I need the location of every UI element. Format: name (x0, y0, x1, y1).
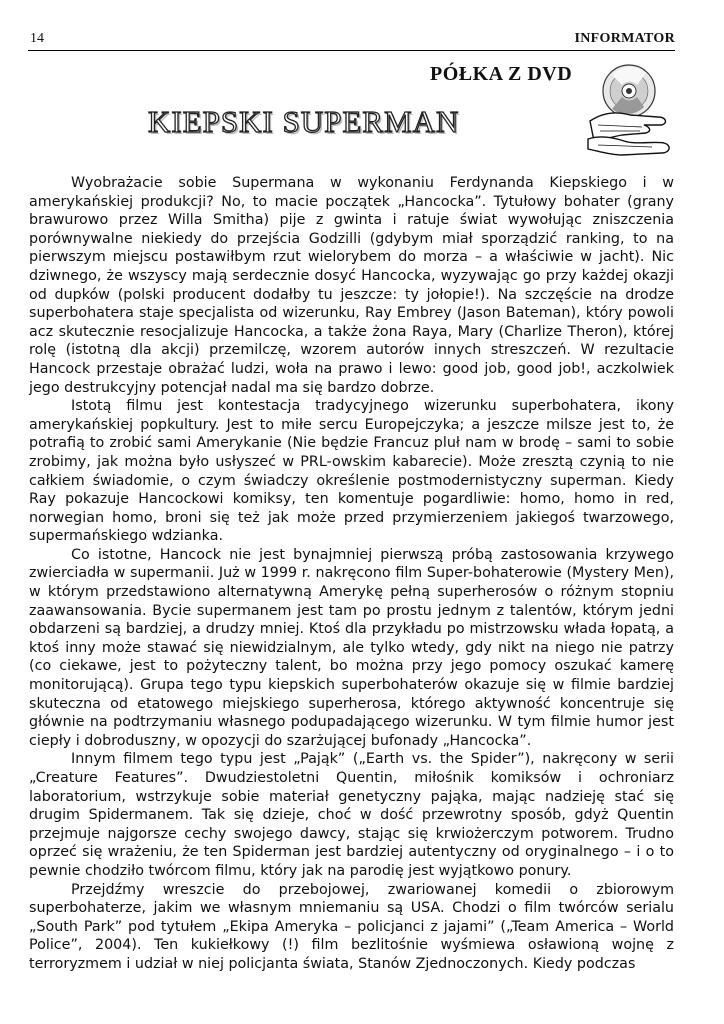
paragraph: Co istotne, Hancock nie jest bynajmniej pierwszą próbą zastosowania krzywego zwierciadła w supermanii. Już w 1999 r. nakręcono film Super-bohaterowie (Mystery Men), w którym przedstawiono alternatywną Amerykę pełną superherosów o różnym stopniu zaawansowania. Bycie supermanem jest tam po prostu jednym z talentów, którym jedni obdarzeni są bardziej, a drudzy mniej. Ktoś dla przykładu po mistrzowsku włada łopatą, a ktoś inny może stawać się niewidzialnym, ale tylko wtedy, gdy nikt na niego nie patrzy (co ciekawe, jest to pożyteczny talent, bo można przy jego pomocy oszukać kamerę monitorującą). Grupa tego typu kiepskich superbohaterów okazuje się w filmie bardziej skuteczna od etatowego miejskiego superherosa, którego aktywność koncentruje się głównie na podtrzymaniu własnego podupadającego wizerunku. W tym filmie humor jest ciepły i dobroduszny, w opozycji do szarżującej bufonady „Hancocka”. (29, 546, 674, 749)
article-title: KIEPSKI SUPERMAN (148, 104, 460, 139)
paragraph: Istotą filmu jest kontestacja tradycyjnego wizerunku superbohatera, ikony amerykańskiej popkultury. Jest to miłe sercu Europejczyka; a jeszcze milsze jest to, że potrafią to zrobić sami Amerykanie (Nie będzie Francuz pluł nam w brodę – sami to sobie zrobimy, jak można było usłyszeć w PRL-owskim kabarecie). Może zresztą czynią to nie całkiem świadomie, o czym świadczy określenie postmodernistyczny superman. Kiedy Ray pokazuje Hancockowi komiksy, ten komentuje pogardliwie: homo, homo in red, norwegian homo, broni się też jak może przed przymierzeniem jakiegoś twarzowego, supermańskiego wdzianka. (29, 398, 674, 545)
running-title: INFORMATOR (574, 31, 675, 46)
page-header (28, 30, 675, 51)
paragraph: Innym filmem tego typu jest „Pająk” („Earth vs. the Spider”), nakręcony w serii „Creature Features”. Dwudziestoletni Quentin, miłośnik komiksów i ochroniarz laboratorium, wstrzykuje sobie materiał genetyczny pająka, mając nadzieję stać się drugim Spidermanem. Tak się dzieje, choć w dość przewrotny sposób, gdyż Quentin przejmuje najgorsze cechy swojego dawcy, stając się krwiożerczym potworem. Trudno oprzeć się wrażeniu, że ten Spiderman jest bardziej autentyczny od oryginalnego – i o to pewnie chodziło twórcom filmu, który jak na parodię jest wyjątkowo ponury. (29, 751, 674, 879)
paragraph: Przejdźmy wreszcie do przebojowej, zwariowanej komedii o zbiorowym superbohaterze, jakim we własnym mniemaniu są USA. Chodzi o film twórców serialu „South Park” pod tytułem „Ekipa Ameryka – policjanci z jajami” („Team America – World Police”, 2004). Ten kukiełkowy (!) film bezlitośnie wyśmiewa osławioną wojnę z terroryzmem i udział w niej policjanta świata, Stanów Zjednoczonych. Kiedy podczas (29, 881, 674, 972)
paragraph: Wyobrażacie sobie Supermana w wykonaniu Ferdynanda Kiepskiego i w amerykańskiej produkcji? No, to macie początek „Hancocka”. Tytułowy bohater (grany brawurowo przez Willa Smitha) pije z gwinta i ratuje świat wywołując zniszczenia porównywalne niekiedy do przejścia Godzilli (gdybym miał sporządzić ranking, to na pierwszym miejscu postawiłbym rzut wielorybem do morza – a właściwie w jacht). Nic dziwnego, że wszyscy mają serdecznie dosyć Hancocka, wyzywając go przy każdej okazji od dupków (polski producent dodałby tu jeszcze: ty jołopie!). Na szczęście na drodze superbohatera staje specjalista od wizerunku, Ray Embrey (Jason Bateman), który powoli acz skutecznie resocjalizuje Hancocka, a także żona Raya, Mary (Charlize Theron), której rolę (istotną dla akcji) przemilczę, wzorem autorów innych streszczeń. W rezultacie Hancock przestaje obrażać ludzi, woła na prawo i lewo: good job, good job!, aczkolwiek jego destrukcyjny potencjał nadal ma się bardzo dobrze. (29, 175, 674, 396)
section-label: PÓŁKA Z DVD (430, 63, 573, 85)
dvd-hand-icon (582, 55, 680, 160)
page-number: 14 (30, 31, 44, 46)
article-body (29, 174, 674, 974)
